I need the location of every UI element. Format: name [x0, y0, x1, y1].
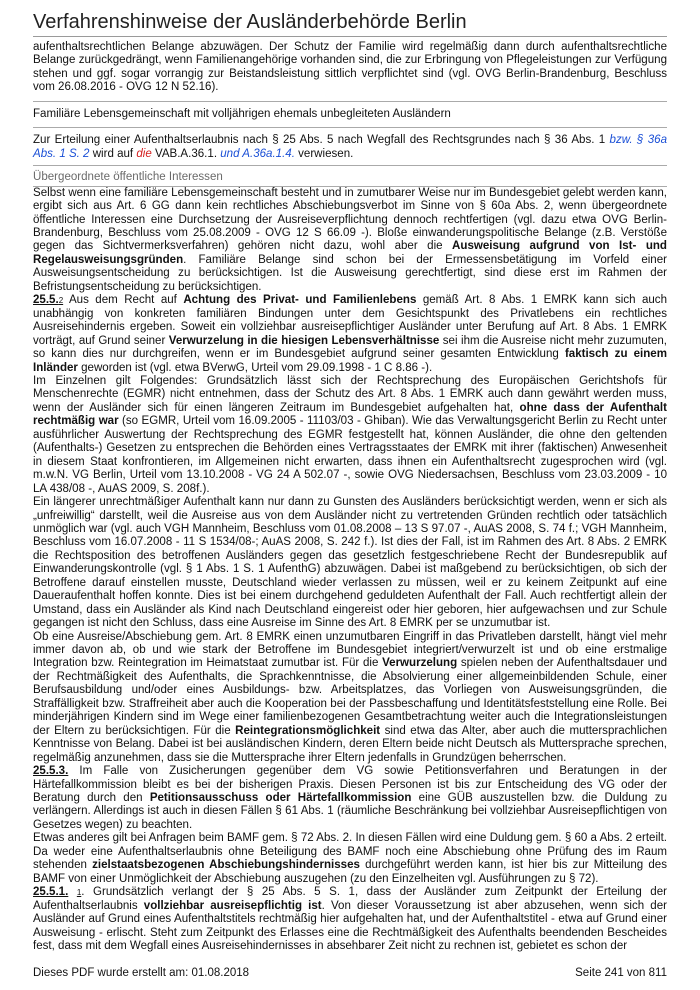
title-divider: [33, 36, 667, 37]
reference-link-a36a[interactable]: und A.36a.1.4.: [220, 147, 295, 160]
paragraph-25-5-3: 25.5.3. Im Falle von Zusicherungen gegenüber dem VG sowie Petitionsverfahren und Beratungen in der Härtefallkommission bleibt es bei der bisherigen Praxis. Diesen Personen ist bis zur Entscheidung des VG oder der Beratung durch den Petitionsausschuss oder Härtefallkommission eine GÜB auszustellen bzw. die Duldung zu verlängern. Allerdings ist auch in diesen Fällen § 61 Abs. 1 (räumliche Beschränkung bei vollziehbar Ausreisepflichtigen von Gesetzes wegen) zu beachten.: [33, 765, 667, 831]
divider: [33, 165, 667, 166]
paragraph-25-5-2: 25.5.2 Aus dem Recht auf Achtung des Privat- und Familienlebens gemäß Art. 8 Abs. 1 EMRK kann sich auch unabhängig von konkreten familiären Bindungen unter dem Gesichtspunkt des Privatlebens ein rechtliches Ausreisehindernis ergeben. Soweit ein vollziehbar ausreisepflichtiger Ausländer unter Berufung auf Art. 8 Abs. 1 EMRK vorträgt, auf Grund seiner Verwurzelung in die hiesigen Lebensverhältnisse sei ihm die Ausreise nicht mehr zuzumuten, so kann dies nur durchgreifen, wenn er im Bundesgebiet aufgrund seiner gesamten Entwicklung faktisch zu einem Inländer geworden ist (vgl. etwa BVerwG, Urteil vom 29.09.1998 - 1 C 8.86 -).: [33, 294, 668, 374]
subheading: Familiäre Lebensgemeinschaft mit volljährigen ehemals unbegleiteten Ausländern: [33, 107, 451, 120]
section-subnumber: 1: [76, 888, 82, 898]
reference-link-die[interactable]: die: [136, 147, 152, 160]
document-body: [33, 41, 667, 953]
divider: [33, 127, 667, 128]
section-number: 25.5.: [33, 294, 59, 307]
paragraph-bamf: Etwas anderes gilt bei Anfragen beim BAMF gem. § 72 Abs. 2. In diesen Fällen wird eine Duldung gem. § 60 a Abs. 2 erteilt. Da weder eine Aufenthaltserlaubnis ohne Beteiligung des BAMF noch eine Abschiebung ohne Prüfung des im Raum stehenden zielstaatsbezogenen Abschiebungshindernisses durchgeführt werden kann, ist hier bis zur Mitteilung des BAMF von einer Unmöglichkeit der Abschiebung auszugehen (zu den Einzelheiten vgl. Ausführungen zu § 72).: [33, 832, 667, 885]
paragraph-einzelnen: Im Einzelnen gilt Folgendes: Grundsätzlich lässt sich der Rechtsprechung des Europäischen Gerichtshofs für Menschenrechte (EGMR) nicht entnehmen, dass der Schutz des Art. 8 Abs. 1 EMRK auch dann gewährt werden muss, wenn der Ausländer sich für einen längeren Zeitraum im Bundesgebiet aufgehalten hat, ohne dass der Aufenthalt rechtmäßig war (so EGMR, Urteil vom 16.09.2005 - 11103/03 - Ghiban). Wie das Verwaltungsgericht Berlin zu Recht unter ausführlicher Auswertung der Rechtsprechung des EGMR festgestellt hat, können Ausländer, die ohne den geltenden (Aufenthalts-) Gesetzen zu entsprechen die Behörden eines Vertragsstaates der EMRK mit ihrer (faktischen) Anwesenheit in diesem Staat konfrontieren, im Allgemeinen nicht erwarten, dass ihnen ein Aufenthaltsrecht zugesprochen wird (vgl. m.w.N. VG Berlin, Urteil vom 13.10.2008 - VG 24 A 502.07 -, sowie OVG Niedersachsen, Beschluss vom 23.03.2009 - 10 LA 438/08 -, AuAS 2009, S. 208f.).: [33, 374, 667, 495]
section-number: 25.5.1.: [33, 886, 69, 899]
paragraph-unrechtmaessig: Ein längerer unrechtmäßiger Aufenthalt kann nur dann zu Gunsten des Ausländers berücksichtigt werden, wenn er sich als „unfreiwillig“ darstellt, weil die Ausreise aus von dem Ausländer nicht zu vertretenden Gründen rechtlich oder tatsächlich unmöglich war (vgl. auch VGH Mannheim, Beschluss vom 01.08.2008 – 13 S 97.07 -, AuAS 2008, S. 74 f.; VGH Mannheim, Beschluss vom 16.07.2008 - 11 S 1534/08-; AuAS 2008, S. 242 f.). Ist dies der Fall, ist im Rahmen des Art. 8 Abs. 2 EMRK die Rechtsposition des betroffenen Ausländers gegen das gesetzlich festgeschriebene Recht der Bundesrepublik auf Einwanderungskontrolle (vgl. § 1 Abs. 1 S. 1 AufenthG) abzuwägen. Dabei ist maßgebend zu berücksichtigen, ob sich der Betroffene darauf einstellen musste, Deutschland wieder verlassen zu müssen, weil er zu keinem Zeitpunkt auf eine Daueraufenthalt hoffen konnte. Dies ist bei einem durchgehend geduldeten Aufenthalt der Fall. Auch rechtfertigt allein der Umstand, dass ein Ausländer als Kind nach Deutschland eingereist oder hier geboren, hier aufgewachsen und zur Schule gegangen ist nicht den Schluss, dass eine Ausreise im Sinne des Art. 8 EMRK per se unzumutbar ist.: [33, 496, 667, 630]
page-title: Verfahrenshinweise der Ausländerbehörde Berlin: [33, 11, 467, 33]
footer-page-number: Seite 241 von 811: [575, 967, 667, 979]
divider: [33, 101, 667, 102]
paragraph-public-interest: Selbst wenn eine familiäre Lebensgemeinschaft besteht und in zumutbarer Weise nur im Bundesgebiet gelebt werden kann, ergibt sich aus Art. 6 GG dann kein rechtliches Abschiebungsverbot im Sinne von § 60a Abs. 2, wenn übergeordnete öffentliche Interessen eine Durchsetzung der Ausreiseverpflichtung dennoch rechtfertigen (vgl. dazu etwa OVG Berlin-Brandenburg, Beschluss vom 25.08.2009 - OVG 12 S 66.09 -). Bloße einwanderungspolitische Belange (z.B. Verstöße gegen das Sichtvermerksverfahren) gehören nicht dazu, wohl aber die Ausweisung aufgrund von Ist- und Regelausweisungsgründen. Familiäre Belange sind schon bei der Ermessensbetätigung im Vorfeld einer Ausweisungsentscheidung zu berücksichtigen. Ist die Ausweisung gerechtfertigt, sind diese erst im Rahmen der Befristungsentscheidung zu berücksichtigen.: [33, 186, 667, 293]
section-subnumber: 2: [58, 296, 64, 306]
section-number: 25.5.3.: [33, 765, 69, 778]
intro-paragraph: aufenthaltsrechtlichen Belange abzuwägen. Der Schutz der Familie wird regelmäßig dann durch aufenthaltsrechtliche Belange zurückgedrängt, wenn Familienangehörige vorhanden sind, die zur Erbringung von Pflegeleistungen zur Verfügung stehen und ggf. sogar vorrangig zur Beistandsleistung sittlich verpflichtet sind (vgl. OVG Berlin-Brandenburg, Beschluss vom 26.08.2016 - OVG 12 N 52.16).: [33, 41, 667, 94]
footer-created-date: Dieses PDF wurde erstellt am: 01.08.2018: [33, 967, 250, 979]
erteilung-paragraph: Zur Erteilung einer Aufenthaltserlaubnis nach § 25 Abs. 5 nach Wegfall des Rechtsgrundes nach § 36 Abs. 1 bzw. § 36a Abs. 1 S. 2 wird auf die VAB.A.36.1. und A.36a.1.4. verwiesen.: [33, 134, 667, 160]
paragraph-25-5-1: 25.5.1. 1. Grundsätzlich verlangt der § 25 Abs. 5 S. 1, dass der Ausländer zum Zeitpunkt der Erteilung der Aufenthaltserlaubnis vollziehbar ausreisepflichtig ist. Von dieser Voraussetzung ist aber abzusehen, wenn sich der Ausländer auf Grund eines Aufenthaltstitels rechtmäßig hier aufgehalten hat, und der Aufenthaltstitel - etwa auf Grund einer Ausweisung - erlischt. Steht zum Zeitpunkt des Erlasses eine die Rechtmäßigkeit des Aufenthalts beendenden Bescheides fest, dass mit dem Wegfall eines Ausreisehindernisses in absehbarer Zeit nicht zu rechnen ist, gebietet es schon der: [33, 886, 667, 952]
reference-link-36a[interactable]: bzw. § 36a Abs. 1 S. 2: [33, 134, 667, 160]
paragraph-verwurzelung: Ob eine Ausreise/Abschiebung gem. Art. 8 EMRK einen unzumutbaren Eingriff in das Privatleben darstellt, hängt viel mehr immer davon ab, ob und wie stark der Betroffene im Bundesgebiet integriert/verwurzelt ist und ob eine erstmalige Integration bzw. Reintegration im Heimatstaat zumutbar ist. Für die Verwurzelung spielen neben der Aufenthaltsdauer und der Rechtmäßigkeit des Aufenthalts, die Sprachkenntnisse, die Absolvierung einer allgemeinbildenden Schule, einer Berufsausbildung und/oder eines Ausbildungs- bzw. Arbeitsplatzes, das Vorliegen von Ausweisungsgründen, die Straffälligkeit bzw. Straffreiheit aber auch die Kooperation bei der Passbeschaffung und Identitätsfeststellung eine Rolle. Bei minderjährigen Kindern sind im Wege einer familienbezogenen Gesamtbetrachtung weiter auch die Integrationsleistungen der Eltern zu berücksichtigen. Für die Reintegrationsmöglichkeit sind etwa das Alter, aber auch die muttersprachlichen Kenntnisse von Belang. Dabei ist bei ausländischen Kindern, deren Eltern beide nicht Deutsch als Muttersprache sprechen, regelmäßig anzunehmen, dass sie die Muttersprache ihrer Eltern jedenfalls in Grundzügen beherrschen.: [33, 630, 668, 764]
section-heading: Übergeordnete öffentliche Interessen: [33, 171, 667, 186]
